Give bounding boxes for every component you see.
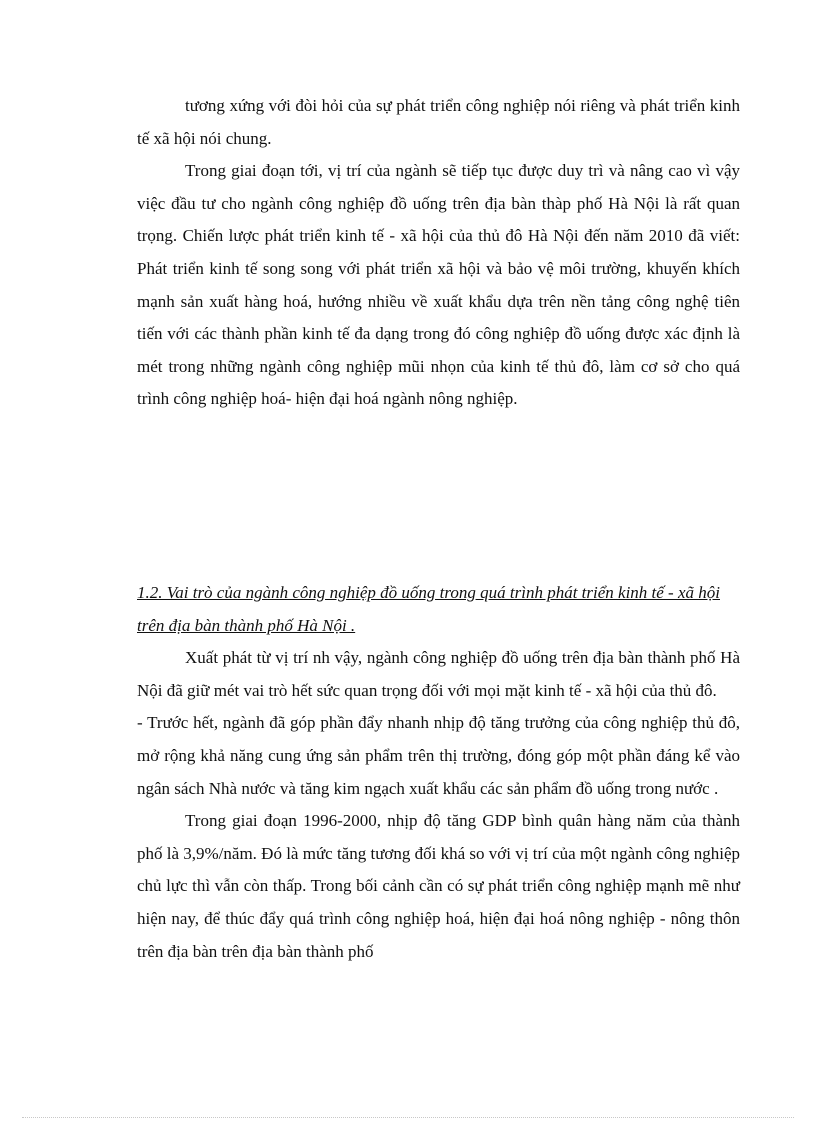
paragraph-gdp-growth: Trong giai đoạn 1996-2000, nhịp độ tăng GDP bình quân hàng năm của thành phố là 3,9%/năm. Đó là mức tăng tương đối khá so với vị trí của một ngành công nghiệp chủ lực thì vẫn còn thấp. Trong bối cảnh cần có sự phát triển công nghiệp mạnh mẽ như hiện nay, để thúc đẩy quá trình công nghiệp hoá, hiện đại hoá nông nghiệp - nông thôn trên địa bàn trên địa bàn thành phố	[137, 811, 740, 961]
paragraph-development-strategy: Trong giai đoạn tới, vị trí của ngành sẽ tiếp tục được duy trì và nâng cao vì vậy việc đầu tư cho ngành công nghiệp đồ uống trên địa bàn thàp phố Hà Nội là rất quan trọng. Chiến lược phát triển kinh tế - xã hội của thủ đô Hà Nội đến năm 2010 đã viết: Phát triển kinh tế song song với phát triển xã hội và bảo vệ môi trường, khuyến khích mạnh sản xuất hàng hoá, hướng nhiều về xuất khẩu dựa trên nền tảng công nghệ tiên tiến với các thành phần kinh tế đa dạng trong đó công nghiệp đồ uống được xác định là mét trong những ngành công nghiệp mũi nhọn của kinh tế thủ đô, làm cơ sở cho quá trình công nghiệp hoá- hiện đại hoá ngành nông nghiệp.	[137, 161, 740, 409]
text-block-top	[137, 90, 740, 416]
paragraph-role-intro: Xuất phát từ vị trí nh vậy, ngành công nghiệp đồ uống trên địa bàn thành phố Hà Nội đã giữ mét vai trò hết sức quan trọng đối với mọi mặt kinh tế - xã hội của thủ đô.	[137, 648, 740, 700]
paragraph-first-point: - Trước hết, ngành đã góp phần đẩy nhanh nhịp độ tăng trưởng của công nghiệp thủ đô, mở rộng khả năng cung ứng sản phẩm trên thị trường, đóng góp một phần đáng kể vào ngân sách Nhà nước và tăng kim ngạch xuất khẩu các sản phẩm đồ uống trong nước .	[137, 713, 740, 798]
page-bottom-divider	[22, 1117, 794, 1118]
paragraph-continuation: tương xứng với đòi hỏi của sự phát triển công nghiệp nói riêng và phát triển kinh tế xã hội nói chung.	[137, 96, 740, 148]
section-heading: 1.2. Vai trò của ngành công nghiệp đồ uống trong quá trình phát triển kinh tế - xã hội trên địa bàn thành phố Hà Nội .	[137, 583, 720, 635]
text-block-bottom	[137, 577, 740, 968]
